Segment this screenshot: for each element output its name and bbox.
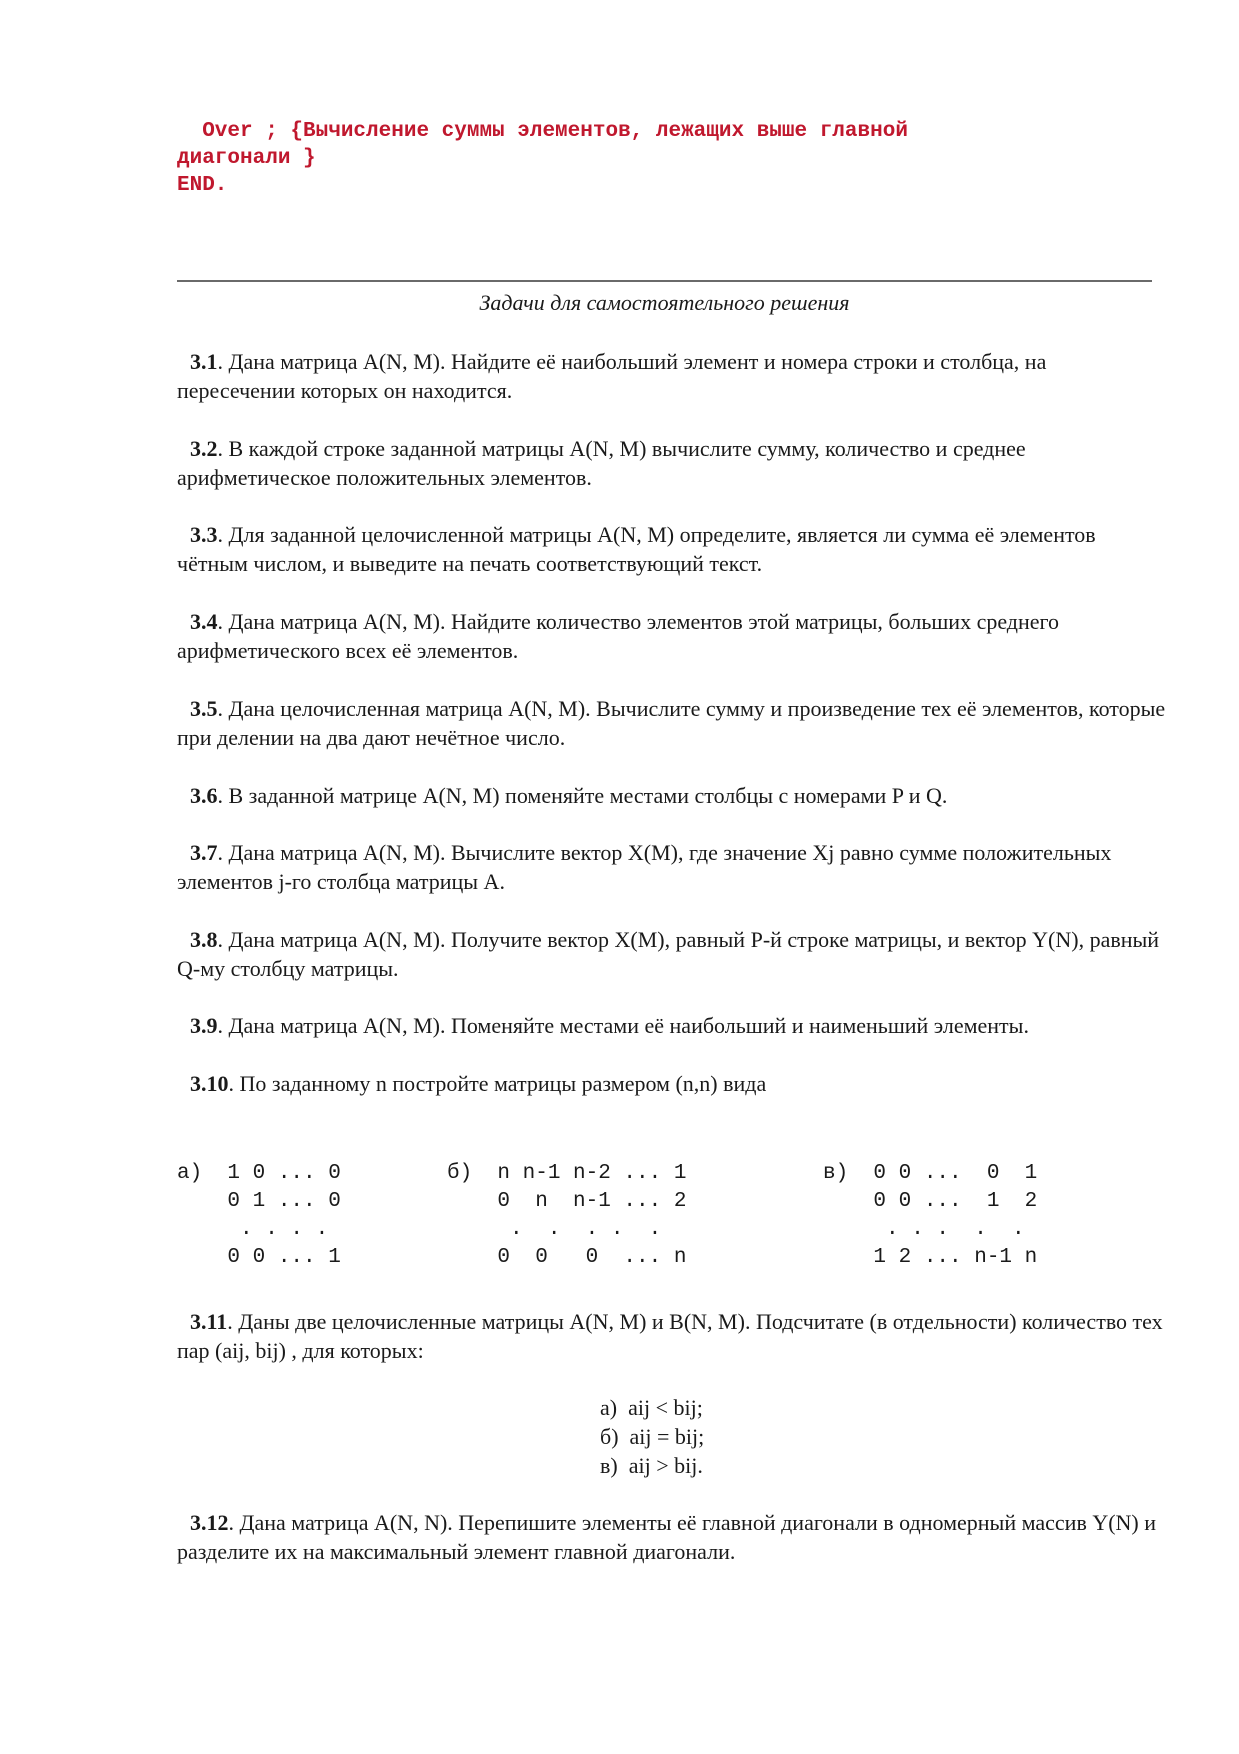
task-3-3	[177, 520, 1167, 578]
matrix-a: а) 1 0 ... 0 0 1 ... 0 . . . . 0 0 ... 1	[177, 1162, 341, 1269]
code-listing	[177, 118, 908, 199]
task-number: 3.9	[190, 1013, 218, 1038]
task-text: . По заданному n постройте матрицы размером (n,n) вида	[228, 1071, 767, 1096]
code-line-3: END.	[177, 174, 228, 197]
conditions-list	[600, 1393, 704, 1480]
condition-a: а) aij < bij;	[600, 1395, 703, 1420]
task-text: . Дана матрица A(N, M). Найдите количество элементов этой матрицы, больших среднего арифметического всех её элементов.	[177, 609, 1060, 663]
task-3-4	[177, 607, 1167, 665]
task-number: 3.1	[190, 349, 218, 374]
matrix-b: б) n n-1 n-2 ... 1 0 n n-1 ... 2 . . . . . 0 0 0 ... n	[447, 1162, 687, 1269]
task-text: . Для заданной целочисленной матрицы A(N, M) определите, является ли сумма её элементов чётным числом, и выведите на печать соответствующий текст.	[177, 522, 1096, 576]
task-number: 3.10	[190, 1071, 229, 1096]
task-3-5	[177, 694, 1167, 752]
task-text: . Дана целочисленная матрица A(N, M). Вычислите сумму и произведение тех её элементов, которые при делении на два дают нечётное число.	[177, 696, 1166, 750]
condition-c: в) aij > bij.	[600, 1453, 703, 1478]
task-number: 3.12	[190, 1510, 229, 1535]
task-3-8	[177, 925, 1167, 983]
code-line-2: диагонали }	[177, 147, 316, 170]
task-3-11	[177, 1307, 1167, 1365]
task-text: . Дана матрица A(N, M). Получите вектор X(M), равный P-й строке матрицы, и вектор Y(N), равный Q-му столбцу матрицы.	[177, 927, 1160, 981]
task-3-2	[177, 434, 1167, 492]
divider	[177, 280, 1152, 282]
task-number: 3.2	[190, 436, 218, 461]
section-heading: Задачи для самостоятельного решения	[479, 290, 850, 315]
task-text: . Дана матрица A(N, N). Перепишите элементы её главной диагонали в одномерный массив Y(N) и разделите их на максимальный элемент главной диагонали.	[177, 1510, 1157, 1564]
task-3-10	[177, 1069, 1167, 1098]
task-3-1	[177, 347, 1167, 405]
task-number: 3.5	[190, 696, 218, 721]
task-number: 3.11	[190, 1309, 228, 1334]
code-line-1: Over ; {Вычисление суммы элементов, лежащих выше главной	[177, 120, 908, 143]
task-3-6	[177, 781, 1167, 810]
task-3-12	[177, 1508, 1167, 1566]
task-3-7	[177, 838, 1167, 896]
task-text: . Дана матрица A(N, M). Найдите её наибольший элемент и номера строки и столбца, на пересечении которых он находится.	[177, 349, 1047, 403]
task-number: 3.8	[190, 927, 218, 952]
task-number: 3.3	[190, 522, 218, 547]
matrix-c: в) 0 0 ... 0 1 0 0 ... 1 2 . . . . . 1 2 ... n-1 n	[823, 1162, 1038, 1269]
task-text: . В заданной матрице A(N, M) поменяйте местами столбцы с номерами P и Q.	[217, 783, 948, 808]
condition-b: б) aij = bij;	[600, 1424, 705, 1449]
task-number: 3.6	[190, 783, 218, 808]
task-text: . Дана матрица A(N, M). Вычислите вектор X(M), где значение Xj равно сумме положительных элементов j-го столбца матрицы A.	[177, 840, 1112, 894]
task-text: . Даны две целочисленные матрицы A(N, M) и B(N, M). Подсчитате (в отдельности) количество тех пар (aij, bij) , для которых:	[177, 1309, 1163, 1363]
task-number: 3.7	[190, 840, 218, 865]
task-3-9	[177, 1011, 1167, 1040]
task-text: . В каждой строке заданной матрицы A(N, M) вычислите сумму, количество и среднее арифметическое положительных элементов.	[177, 436, 1026, 490]
task-text: . Дана матрица A(N, M). Поменяйте местами её наибольший и наименьший элементы.	[217, 1013, 1029, 1038]
task-number: 3.4	[190, 609, 218, 634]
